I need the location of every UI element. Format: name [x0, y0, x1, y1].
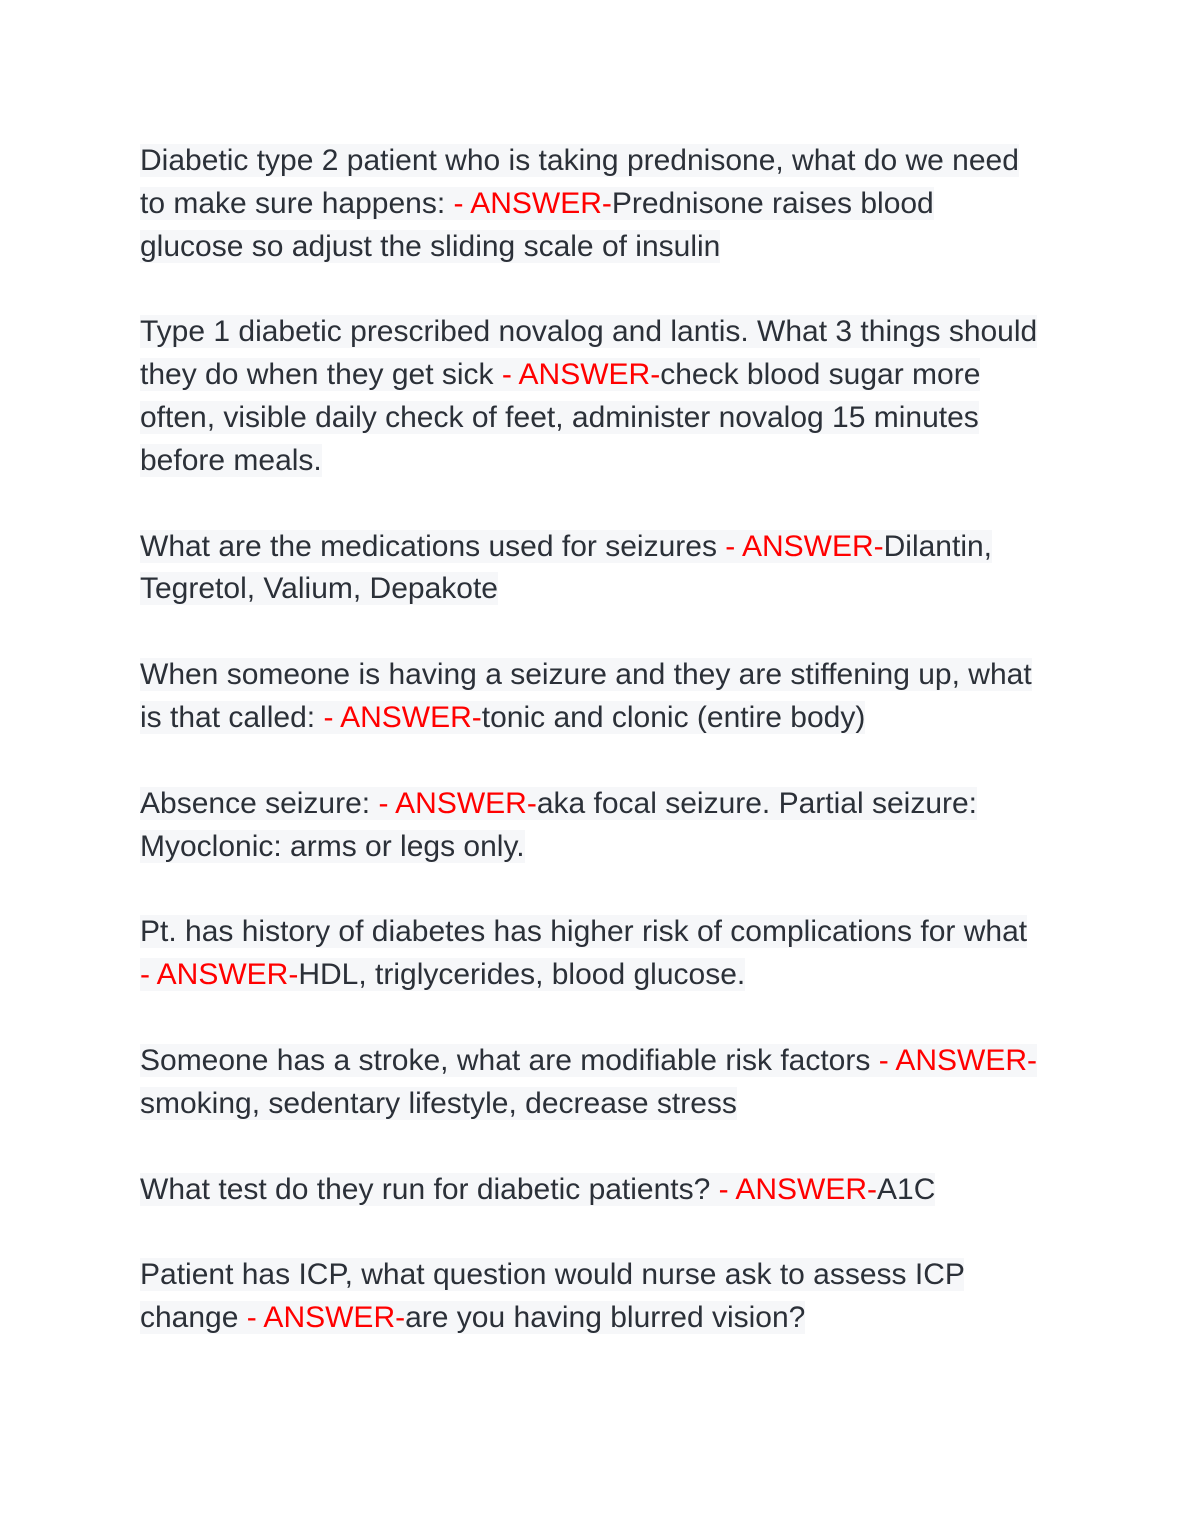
- question-text: Someone has a stroke, what are modifiable risk factors: [140, 1043, 879, 1077]
- qa-text: [140, 144, 1019, 263]
- qa-text: [140, 1044, 1037, 1120]
- qa-item-3: [140, 526, 1045, 612]
- question-text: Diabetic type 2 patient who is taking prednisone, what do we need to make sure happens:: [140, 144, 1019, 220]
- qa-text: [140, 315, 1037, 476]
- qa-text: [140, 1173, 935, 1206]
- answer-text: are you having blurred vision?: [405, 1301, 806, 1335]
- question-text: When someone is having a seizure and they are stiffening up, what is that called:: [140, 658, 1032, 734]
- answer-marker: - ANSWER-: [725, 529, 884, 563]
- answer-text: A1C: [877, 1172, 936, 1206]
- qa-item-6: [140, 911, 1045, 997]
- answer-marker: - ANSWER-: [878, 1043, 1038, 1077]
- question-text: Pt. has history of diabetes has higher risk of complications for what: [140, 915, 1028, 949]
- answer-marker: - ANSWER-: [501, 358, 661, 392]
- question-text: Type 1 diabetic prescribed novalog and lantis. What 3 things should they do when they get sick: [140, 315, 1038, 392]
- qa-item-9: [140, 1254, 1045, 1340]
- answer-text: tonic and clonic (entire body): [481, 700, 866, 734]
- answer-marker: - ANSWER-: [140, 958, 299, 992]
- question-text: What test do they run for diabetic patients?: [140, 1172, 719, 1206]
- qa-text: [140, 915, 1027, 991]
- qa-text: [140, 530, 992, 606]
- answer-text: HDL, triglycerides, blood glucose.: [298, 958, 746, 992]
- answer-text: aka focal seizure. Partial seizure: Myoclonic: arms or legs only.: [140, 786, 978, 863]
- qa-item-2: [140, 311, 1045, 482]
- answer-text: smoking, sedentary lifestyle, decrease stress: [140, 1086, 737, 1120]
- qa-text: [140, 787, 977, 863]
- qa-list: [140, 140, 1045, 1383]
- question-text: What are the medications used for seizures: [140, 529, 726, 563]
- qa-text: [140, 658, 1032, 734]
- answer-marker: - ANSWER-: [378, 786, 537, 820]
- qa-item-8: [140, 1169, 1045, 1212]
- answer-marker: - ANSWER-: [718, 1172, 878, 1206]
- qa-item-5: [140, 783, 1045, 869]
- answer-text: Dilantin, Tegretol, Valium, Depakote: [140, 529, 993, 606]
- qa-text: [140, 1258, 964, 1334]
- qa-item-7: [140, 1040, 1045, 1126]
- qa-item-1: [140, 140, 1045, 268]
- qa-item-4: [140, 654, 1045, 740]
- question-text: Absence seizure:: [140, 786, 379, 820]
- answer-marker: - ANSWER-: [246, 1301, 406, 1335]
- question-text: Patient has ICP, what question would nurse ask to assess ICP change: [140, 1258, 965, 1335]
- answer-text: check blood sugar more often, visible daily check of feet, administer novalog 15 minutes before meals.: [140, 358, 981, 477]
- answer-marker: - ANSWER-: [323, 700, 482, 734]
- answer-marker: - ANSWER-: [453, 186, 612, 220]
- answer-text: Prednisone raises blood glucose so adjust the sliding scale of insulin: [140, 186, 934, 263]
